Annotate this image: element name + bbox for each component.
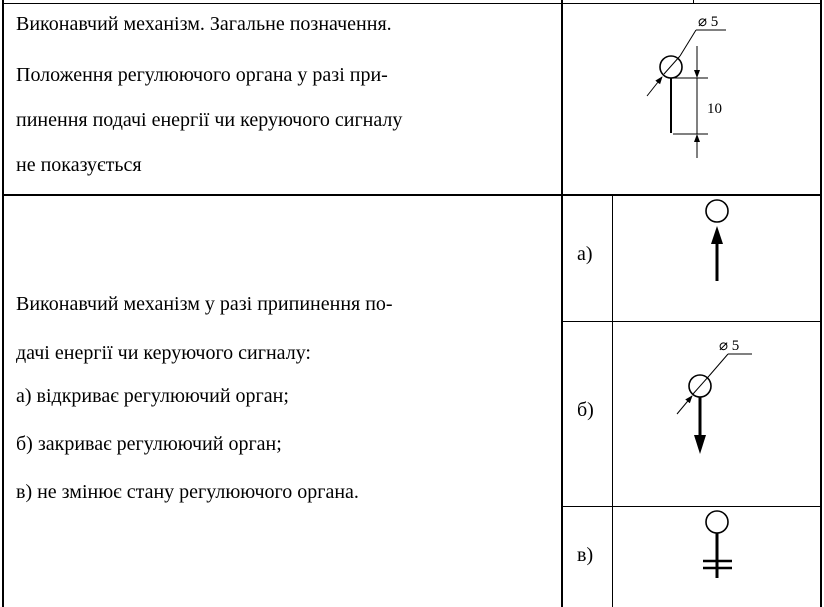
general-actuator-symbol [647, 14, 726, 158]
row2-description-line-1: Виконавчий механізм у разі припинення по- [16, 293, 393, 315]
variant-label-c: в) [577, 544, 594, 566]
actuator-circle [706, 511, 728, 533]
actuator-opens-symbol [706, 200, 728, 281]
actuator-no-change-symbol [703, 511, 732, 578]
actuator-circle [660, 56, 682, 78]
diameter-leader [709, 354, 728, 376]
diameter-slash [693, 376, 709, 394]
row1-description-line-4: не показується [16, 154, 142, 176]
length-label: 10 [707, 101, 722, 117]
arrow-up-head [711, 226, 723, 244]
row2-description-line-3: а) відкриває регулюючий орган; [16, 385, 289, 407]
row2-description-line-2: дачі енергії чи керуючого сигналу: [16, 342, 311, 364]
diameter-leader [680, 30, 696, 56]
actuator-closes-symbol [677, 338, 752, 454]
row2-description-line-5: в) не змінює стану регулюючого органа. [16, 481, 359, 503]
diameter-label: ⌀ 5 [698, 14, 719, 30]
row1-description-line-1: Виконавчий механізм. Загальне позначення. [16, 13, 392, 35]
diameter-label: ⌀ 5 [719, 338, 740, 354]
diameter-arrow [647, 77, 662, 96]
variant-label-a: а) [577, 243, 593, 265]
actuator-circle [706, 200, 728, 222]
row1-description-line-3: пинення подачі енергії чи керуючого сигналу [16, 109, 403, 131]
row2-description-line-4: б) закриває регулюючий орган; [16, 433, 282, 455]
row1-description-line-2: Положення регулюючого органа у разі при- [16, 64, 388, 86]
variant-label-b: б) [577, 399, 594, 421]
arrow-down-head [694, 435, 706, 454]
diameter-slash [664, 56, 680, 74]
diameter-arrow [677, 396, 692, 414]
